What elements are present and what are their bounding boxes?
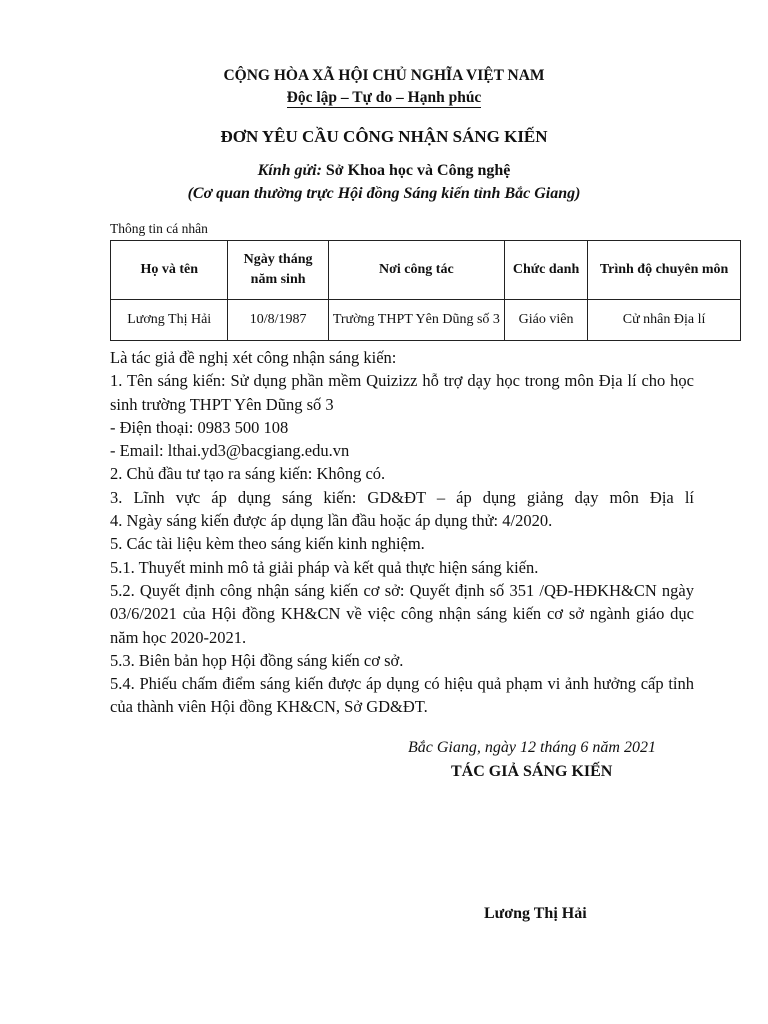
- item-2: 2. Chủ đầu tư tạo ra sáng kiến: Không có.: [110, 464, 386, 484]
- item-5: 5. Các tài liệu kèm theo sáng kiến kinh nghiệm.: [110, 534, 425, 554]
- author-name: Lương Thị Hải: [484, 905, 587, 922]
- item-1: 1. Tên sáng kiến: Sử dụng phần mềm Quizizz hỗ trợ dạy học trong môn Địa lí cho học sinh trường THPT Yên Dũng số 3: [110, 371, 694, 414]
- body-text: [110, 346, 694, 719]
- header-cell-position: Chức danh: [505, 241, 588, 300]
- table-header-row: [111, 241, 741, 300]
- cell-name: Lương Thị Hải: [111, 300, 228, 341]
- cell-position: Giáo viên: [505, 300, 588, 341]
- table-caption: Thông tin cá nhân: [110, 221, 208, 236]
- item-5-1: 5.1. Thuyết minh mô tả giải pháp và kết quả thực hiện sáng kiến.: [110, 557, 539, 577]
- place-date: Bắc Giang, ngày 12 tháng 6 năm 2021: [408, 739, 656, 756]
- recipient-label: Kính gửi:: [257, 162, 322, 179]
- item-5-3: 5.3. Biên bản họp Hội đồng sáng kiến cơ sở.: [110, 650, 404, 670]
- national-title: CỘNG HÒA XÃ HỘI CHỦ NGHĨA VIỆT NAM: [223, 67, 545, 84]
- author-role: TÁC GIẢ SÁNG KIẾN: [451, 763, 613, 780]
- personal-info-table: [110, 240, 741, 341]
- cell-dob: 10/8/1987: [228, 300, 328, 341]
- phone-line: - Điện thoại: 0983 500 108: [110, 417, 289, 437]
- document-title: ĐƠN YÊU CẦU CÔNG NHẬN SÁNG KIẾN: [220, 127, 548, 146]
- header-cell-workplace: Nơi công tác: [328, 241, 504, 300]
- recipient-note: (Cơ quan thường trực Hội đồng Sáng kiến tỉnh Bắc Giang): [187, 185, 581, 202]
- item-4: 4. Ngày sáng kiến được áp dụng lần đầu hoặc áp dụng thử: 4/2020.: [110, 511, 553, 531]
- motto-text: Độc lập – Tự do – Hạnh phúc: [286, 89, 482, 106]
- item-5-4: 5.4. Phiếu chấm điểm sáng kiến được áp dụng có hiệu quả phạm vi ảnh hưởng cấp tỉnh của thành viên Hội đồng KH&CN, Sở GD&ĐT.: [110, 674, 694, 717]
- recipient-line: [0, 162, 768, 180]
- cell-qualification: Cử nhân Địa lí: [588, 300, 741, 341]
- item-5-2: 5.2. Quyết định công nhận sáng kiến cơ sở: Quyết định số 351 /QĐ-HĐKH&CN ngày 03/6/2021 của Hội đồng KH&CN về việc công nhận sáng kiến cơ sở ngành giáo dục năm học 2020-2021.: [110, 580, 694, 647]
- recipient-name: Sở Khoa học và Công nghệ: [325, 162, 511, 179]
- header-cell-qualification: Trình độ chuyên môn: [588, 241, 741, 300]
- intro-line: Là tác giả đề nghị xét công nhận sáng kiến:: [110, 348, 397, 367]
- header-cell-name: Họ và tên: [111, 241, 228, 300]
- email-line: - Email: lthai.yd3@bacgiang.edu.vn: [110, 441, 350, 461]
- motto: [0, 89, 768, 107]
- header-cell-dob: Ngày tháng năm sinh: [228, 241, 328, 300]
- item-3: 3. Lĩnh vực áp dụng sáng kiến: GD&ĐT – áp dụng giảng dạy môn Địa lí: [110, 487, 694, 507]
- table-row: [111, 300, 741, 341]
- cell-workplace: Trường THPT Yên Dũng số 3: [328, 300, 504, 341]
